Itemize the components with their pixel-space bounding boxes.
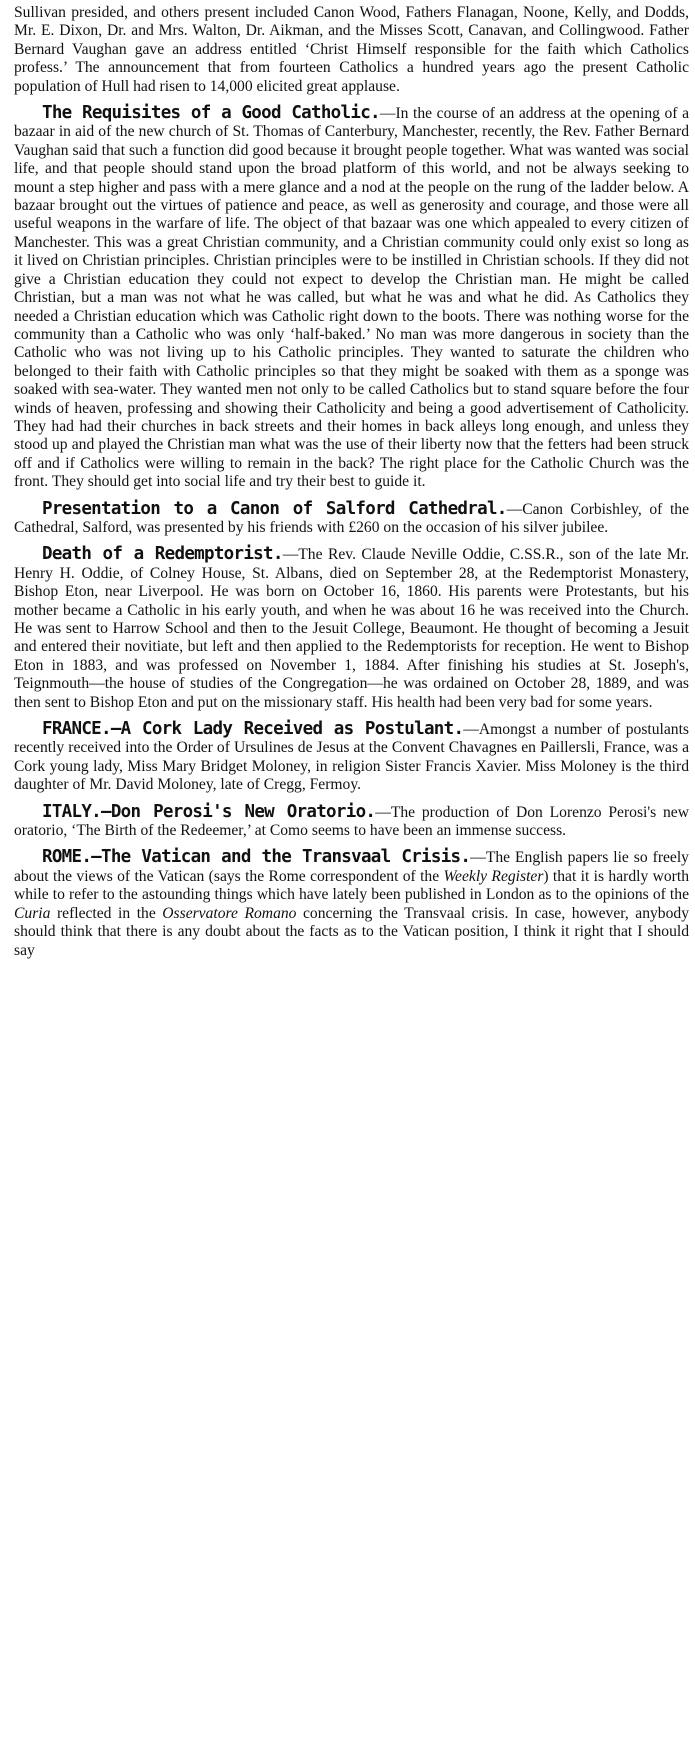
article-redemptorist (14, 545, 689, 712)
article-body-part: concerning the Transvaal crisis. In case, however, anybody should think that there is any doubt about the facts as to the Vatican position, I think it right that I should say (14, 904, 689, 959)
article-body-part: reflected in the (50, 904, 163, 922)
publication-title: Weekly Register (443, 867, 544, 885)
newspaper-name: Osservatore Romano (162, 904, 297, 922)
article-body: —In the course of an address at the opening of a bazaar in aid of the new church of St. Thomas of Canterbury, Manchester, recently, the Rev. Father Bernard Vaughan said that such a function did good because it brought people together. What was wanted was social life, and that people should stand upon the broad platform of this world, and not be always seeking to mount a step higher and pass with a mere glance and a nod at the people on the rung of the ladder below. A bazaar brought out the virtues of patience and peace, as well as generosity and courage, and those were all useful weapons in the warfare of life. The object of that bazaar was one which appealed to every citizen of Manchester. This was a great Christian community, and a Christian community could only exist so long as it lived on Christian principles. Christian principles were to be instilled in Christian schools. If they did not give a Christian education they could not expect to develop the Christian man. He might be called Christian, but a man was not what he was called, but what he was and what he did. As Catholics they needed a Christian education which was Catholic right down to the boots. There was nothing worse for the community than a Catholic who was only ‘half-baked.’ No man was more dangerous in society than the Catholic who was not living up to his Catholic principles. They wanted to saturate the children who belonged to their faith with Catholic principles so that they might be soaked with them as a sponge was soaked with sea-water. They wanted men not only to be called Catholics but to stand square before the four winds of heaven, professing and showing their Catholicity and being a good advertisement of Catholicity. They had had their churches in back streets and their homes in back alleys long enough, and unless they stood up and played the Christian man what was the use of their liberty now that the fetters had been struck off and if Catholics were willing to remain in the back? The right place for the Catholic Church was the front. They should get into social life and try their best to guide it. (14, 105, 690, 491)
article-france (14, 720, 689, 795)
article-requisites (14, 104, 689, 492)
article-body: —The production of Don Lorenzo Perosi's new oratorio, ‘The Birth of the Redeemer,’ at Como seems to have been an immense success. (14, 803, 689, 840)
article-body-part: —The English papers lie so freely about the views of the Vatican (says the Rome correspondent of the (14, 849, 689, 885)
curia-term: Curia (14, 904, 51, 922)
article-body: —Canon Corbishley, of the Cathedral, Salford, was presented by his friends with £260 on the occasion of his silver jubilee. (14, 500, 689, 536)
article-heading: ITALY.—Don Perosi's New Oratorio. (42, 801, 376, 822)
article-heading: ROME.—The Vatican and the Transvaal Crisis. (42, 847, 471, 868)
intro-paragraph (14, 4, 689, 96)
article-presentation (14, 500, 689, 538)
intro-text: Sullivan presided, and others present included Canon Wood, Fathers Flanagan, Noone, Kelly, and Dodds, Mr. E. Dixon, Dr. and Mrs. Walton, Dr. Aikman, and the Misses Scott, Canavan, and Collingwood. Father Bernard Vaughan gave an address entitled ‘Christ Himself responsible for the faith which Catholics profess.’ The announcement that from fourteen Catholics a hundred years ago the present Catholic population of Hull had risen to 14,000 elicited great applause. (14, 4, 689, 95)
article-heading: Presentation to a Canon of Salford Cathedral. (42, 498, 507, 519)
article-body: —Amongst a number of postulants recently received into the Order of Ursulines de Jesus at the Convent Chavagnes en Paillersli, France, was a Cork young lady, Miss Mary Bridget Moloney, in religion Sister Francis Xavier. Miss Moloney is the third daughter of Mr. David Moloney, late of Cregg, Fermoy. (14, 721, 689, 794)
article-rome (14, 848, 689, 959)
article-italy (14, 803, 689, 841)
article-heading: FRANCE.—A Cork Lady Received as Postulant. (42, 719, 464, 740)
article-heading: Death of a Redemptorist. (42, 544, 283, 565)
article-body-part: ) that it is hardly worth while to refer to the astounding things which have lately been published in London as to the opinions of the (14, 867, 689, 904)
article-heading: The Requisites of a Good Catholic. (42, 103, 380, 124)
article-body: —The Rev. Claude Neville Oddie, C.SS.R., son of the late Mr. Henry H. Oddie, of Colney House, St. Albans, died on September 28, at the Redemptorist Monastery, Bishop Eton, near Liverpool. He was born on October 16, 1860. His parents were Protestants, but his mother became a Catholic in his early youth, and when he was about 16 he was received into the Church. He was sent to Harrow School and then to the Jesuit College, Beaumont. He thought of becoming a Jesuit and entered their novitiate, but left and then applied to the Redemptorists for reception. He went to Bishop Eton in 1883, and was professed on November 1, 1884. After finishing his studies at St. Joseph's, Teignmouth—the house of studies of the Congregation—he was ordained on October 28, 1889, and was then sent to Bishop Eton and put on the missionary staff. His health had been very bad for some years. (14, 546, 690, 711)
